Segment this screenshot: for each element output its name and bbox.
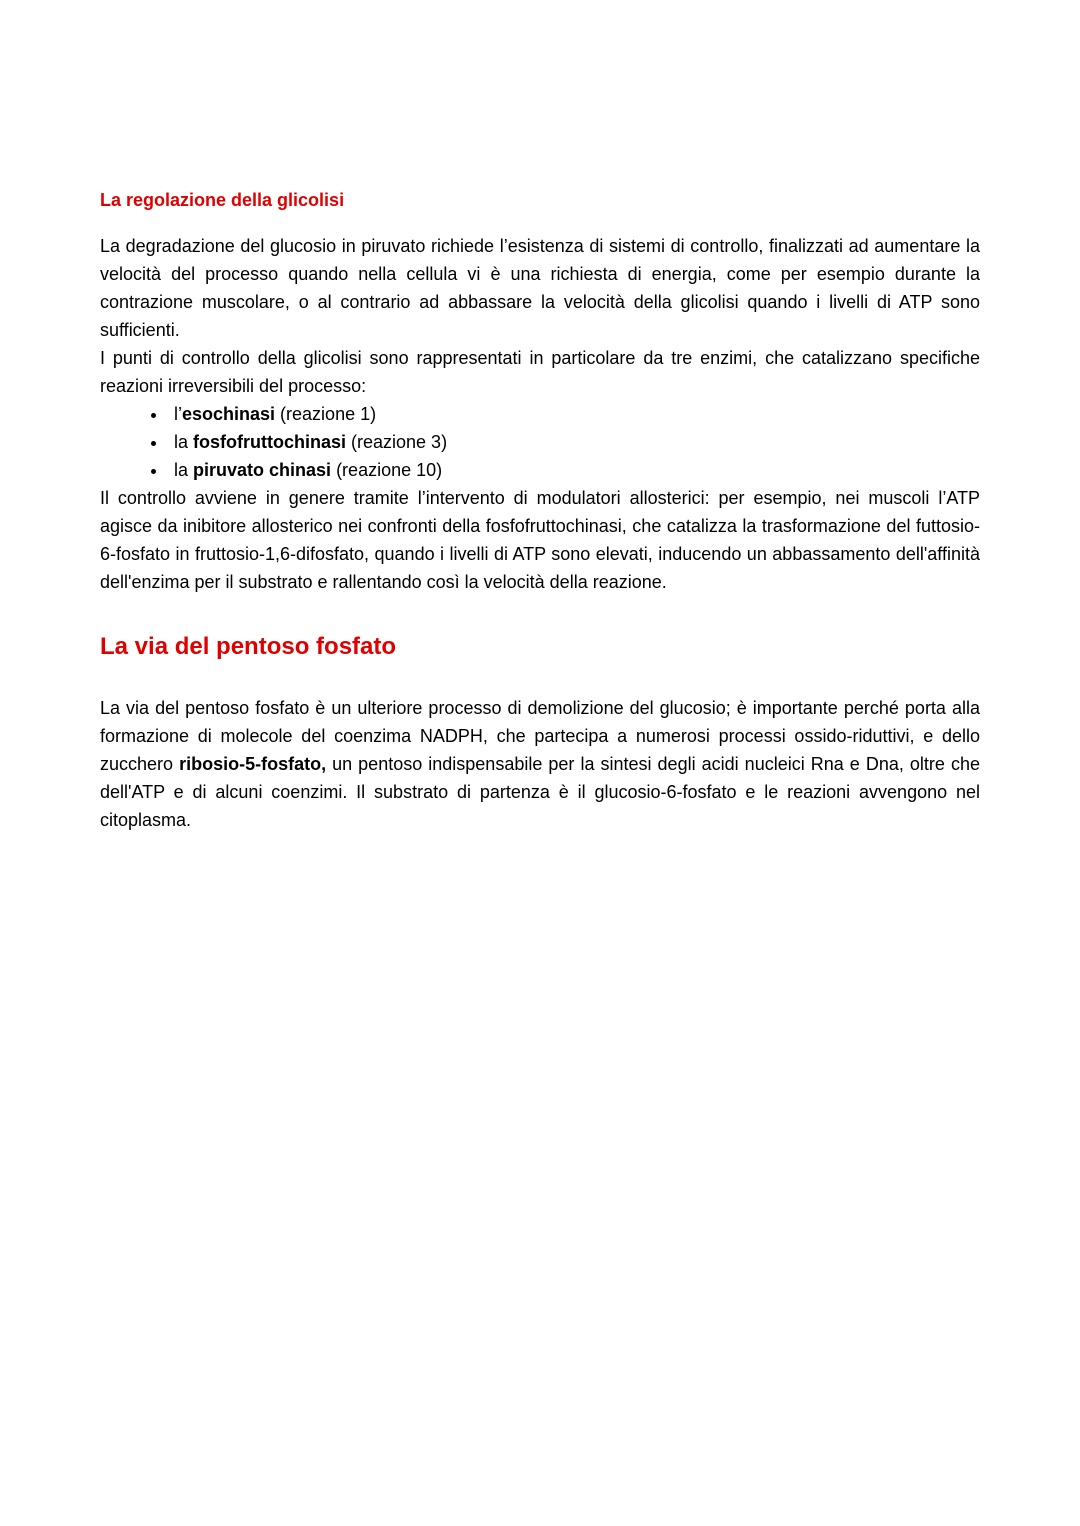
text-run: (reazione 3) [346, 432, 448, 452]
text-run: la [174, 432, 194, 452]
text-run: un pentoso indispensabile per la sintesi degli acidi nucleici Rna e Dna, oltre che dell'ATP e di alcuni coenzimi. Il substrato di partenza è il glucosio-6-fosfato e le reazioni avvengono nel citoplasma. [100, 754, 980, 830]
enzyme-name-bold: esochinasi [182, 404, 276, 424]
paragraph-regolazione-intro: La degradazione del glucosio in piruvato richiede l’esistenza di sistemi di controllo, finalizzati ad aumentare la velocità del processo quando nella cellula vi è una richiesta di energia, come per esempio durante la contrazione muscolare, o al contrario ad abbassare la velocità della glicolisi quando i livelli di ATP sono sufficienti. [100, 236, 980, 340]
list-item-fosfofruttochinasi [168, 428, 980, 456]
enzyme-bullet-list [100, 400, 980, 484]
text-run: l’ [174, 404, 182, 424]
list-item-piruvato-chinasi [168, 456, 980, 484]
text-run: (reazione 10) [331, 460, 443, 480]
text-run: La via del pentoso fosfato è un ulteriore processo di demolizione del glucosio; è importante perché porta alla formazione di molecole del coenzima NADPH, che partecipa a numerosi processi ossido-riduttivi, e dello zucchero [100, 698, 980, 774]
section-title-via-pentoso-fosfato: La via del pentoso fosfato [100, 633, 397, 660]
text-run: la [174, 460, 194, 480]
text-run: (reazione 1) [275, 404, 377, 424]
paragraph-controllo-allosterico: Il controllo avviene in genere tramite l’intervento di modulatori allosterici: per esempio, nei muscoli l’ATP agisce da inibitore allosterico nei confronti della fosfofruttochinasi, che catalizza la trasformazione del futtosio-6-fosfato in fruttosio-1,6-difosfato, quando i livelli di ATP sono elevati, inducendo un abbassamento dell'affinità dell'enzima per il substrato e rallentando così la velocità della reazione. [100, 488, 980, 592]
list-item-esochinasi [168, 400, 980, 428]
paragraph-punti-di-controllo: I punti di controllo della glicolisi sono rappresentati in particolare da tre enzimi, che catalizzano specifiche reazioni irreversibili del processo: [100, 348, 980, 396]
ribosio-bold: ribosio-5-fosfato, [179, 754, 327, 774]
section-title-regolazione-glicolisi: La regolazione della glicolisi [100, 190, 345, 210]
enzyme-name-bold: fosfofruttochinasi [193, 432, 347, 452]
enzyme-name-bold: piruvato chinasi [193, 460, 332, 480]
paragraph-pentoso-fosfato [100, 694, 980, 834]
